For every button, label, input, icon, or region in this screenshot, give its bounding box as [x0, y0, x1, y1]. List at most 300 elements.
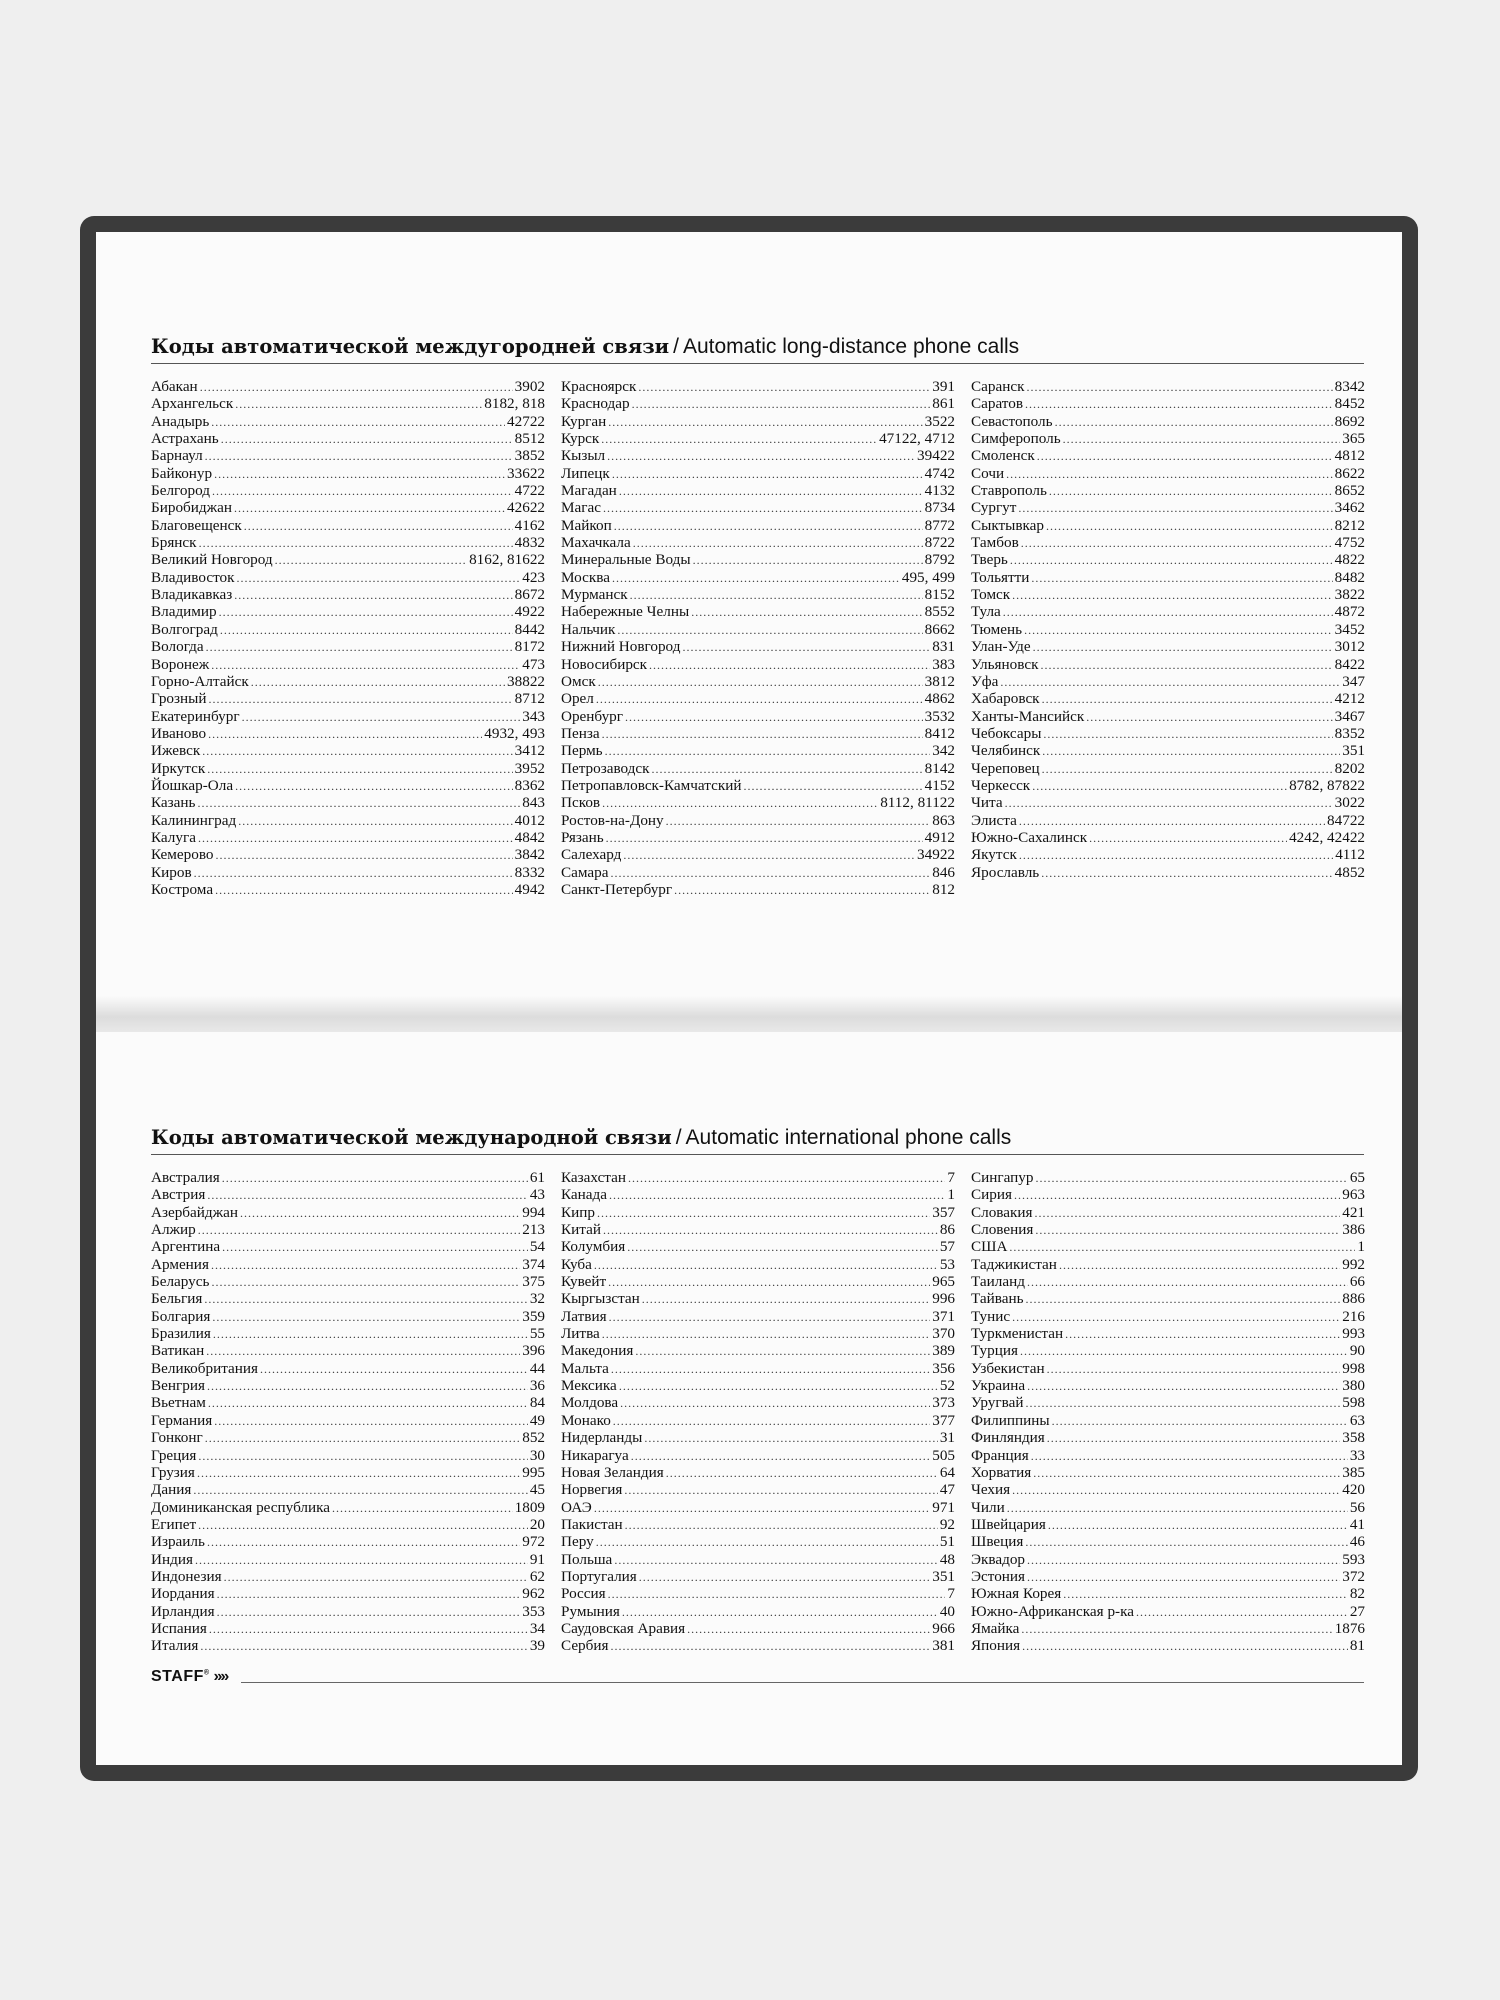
- dot-leader: [199, 535, 513, 552]
- code-row: [971, 551, 1365, 568]
- phone-code: 8112, 81122: [880, 794, 955, 812]
- dot-leader: [666, 813, 931, 830]
- code-row: [151, 1447, 545, 1464]
- phone-code: 57: [939, 1238, 955, 1256]
- phone-code: 3467: [1334, 707, 1365, 725]
- dot-leader: [1042, 691, 1333, 708]
- place-name: Франция: [971, 1446, 1029, 1464]
- phone-code: 4722: [514, 482, 545, 500]
- long-distance-title: [151, 333, 1364, 364]
- code-column: [971, 1169, 1365, 1655]
- code-row: [971, 499, 1365, 516]
- place-name: Великий Новгород: [151, 551, 273, 569]
- place-name: Южная Корея: [971, 1585, 1062, 1603]
- dot-leader: [1035, 1170, 1347, 1187]
- place-name: Иордания: [151, 1585, 215, 1603]
- dot-leader: [211, 414, 505, 431]
- phone-code: 371: [932, 1307, 955, 1325]
- dot-leader: [596, 1534, 938, 1551]
- phone-code: 41: [1349, 1515, 1365, 1533]
- dot-leader: [206, 1343, 520, 1360]
- code-row: [971, 1204, 1365, 1221]
- code-row: [971, 1412, 1365, 1429]
- phone-code: 3852: [514, 447, 545, 465]
- phone-code: 4012: [514, 811, 545, 829]
- dot-leader: [211, 657, 520, 674]
- code-row: [151, 846, 545, 863]
- code-row: [561, 1499, 955, 1516]
- dot-leader: [1024, 622, 1333, 639]
- code-row: [971, 1342, 1365, 1359]
- code-row: [561, 656, 955, 673]
- phone-code: 4212: [1334, 690, 1365, 708]
- phone-code: 4922: [514, 603, 545, 621]
- code-row: [971, 413, 1365, 430]
- phone-code: 81: [1349, 1637, 1365, 1655]
- place-name: Самара: [561, 863, 609, 881]
- place-name: Ямайка: [971, 1619, 1020, 1637]
- code-row: [971, 569, 1365, 586]
- code-row: [151, 1481, 545, 1498]
- dot-leader: [197, 795, 520, 812]
- dot-leader: [1027, 1274, 1348, 1291]
- dot-leader: [1027, 1552, 1340, 1569]
- code-row: [561, 1551, 955, 1568]
- dot-leader: [625, 709, 923, 726]
- code-row: [971, 760, 1365, 777]
- dot-leader: [603, 500, 923, 517]
- phone-code: 33622: [507, 464, 545, 482]
- phone-code: 42622: [507, 499, 545, 517]
- brand-name: STAFF: [151, 1668, 204, 1685]
- phone-code: 30: [529, 1446, 545, 1464]
- dot-leader: [1035, 1222, 1340, 1239]
- dot-leader: [1012, 587, 1332, 604]
- dot-leader: [1059, 1257, 1340, 1274]
- phone-code: 8662: [924, 620, 955, 638]
- code-row: [971, 1221, 1365, 1238]
- phone-code: 353: [522, 1602, 545, 1620]
- phone-code: 3822: [1334, 586, 1365, 604]
- place-name: Курган: [561, 412, 607, 430]
- code-row: [151, 499, 545, 516]
- place-name: Мексика: [561, 1377, 617, 1395]
- phone-code: 4862: [924, 690, 955, 708]
- code-row: [561, 812, 955, 829]
- place-name: Чили: [971, 1498, 1005, 1516]
- code-row: [971, 482, 1365, 499]
- phone-code: 396: [522, 1342, 545, 1360]
- code-row: [151, 864, 545, 881]
- long-distance-title-en: Automatic long-distance phone calls: [682, 335, 1020, 358]
- place-name: Словакия: [971, 1203, 1033, 1221]
- phone-code: 3012: [1334, 638, 1365, 656]
- phone-code: 3842: [514, 846, 545, 864]
- code-row: [151, 1620, 545, 1637]
- place-name: Биробиджан: [151, 499, 232, 517]
- place-name: Латвия: [561, 1307, 607, 1325]
- code-row: [151, 1516, 545, 1533]
- code-row: [561, 846, 955, 863]
- dot-leader: [644, 1430, 937, 1447]
- dot-leader: [1063, 431, 1341, 448]
- code-row: [151, 725, 545, 742]
- place-name: Иркутск: [151, 759, 206, 777]
- dot-leader: [1005, 795, 1333, 812]
- place-name: США: [971, 1238, 1008, 1256]
- place-name: Испания: [151, 1619, 207, 1637]
- long-distance-columns: [151, 378, 1364, 898]
- dot-leader: [260, 1361, 528, 1378]
- phone-code: 861: [932, 395, 955, 413]
- dot-leader: [652, 761, 923, 778]
- phone-code: 4842: [514, 828, 545, 846]
- phone-code: 365: [1342, 430, 1365, 448]
- dot-leader: [1019, 813, 1325, 830]
- phone-code: 972: [522, 1533, 545, 1551]
- place-name: Владивосток: [151, 568, 235, 586]
- dot-leader: [198, 1222, 520, 1239]
- phone-code: 373: [932, 1394, 955, 1412]
- phone-code: 53: [939, 1255, 955, 1273]
- place-name: Молдова: [561, 1394, 619, 1412]
- place-name: Анадырь: [151, 412, 210, 430]
- phone-code: 34: [529, 1619, 545, 1637]
- phone-code: 4752: [1334, 534, 1365, 552]
- place-name: Барнаул: [151, 447, 203, 465]
- code-row: [151, 517, 545, 534]
- dot-leader: [601, 431, 877, 448]
- dot-leader: [1065, 1326, 1340, 1343]
- place-name: Сирия: [971, 1186, 1012, 1204]
- place-name: Чита: [971, 794, 1003, 812]
- place-name: Нидерланды: [561, 1429, 643, 1447]
- code-row: [971, 621, 1365, 638]
- code-row: [151, 551, 545, 568]
- phone-code: 389: [932, 1342, 955, 1360]
- phone-code: 4822: [1334, 551, 1365, 569]
- dot-leader: [1047, 1361, 1341, 1378]
- dot-leader: [682, 639, 930, 656]
- phone-code: 92: [939, 1515, 955, 1533]
- phone-code: 39422: [917, 447, 955, 465]
- dot-leader: [193, 1482, 527, 1499]
- place-name: Колумбия: [561, 1238, 626, 1256]
- phone-code: 4942: [514, 880, 545, 898]
- code-row: [971, 1533, 1365, 1550]
- international-columns: [151, 1169, 1364, 1655]
- place-name: Гонконг: [151, 1429, 203, 1447]
- phone-code: 8152: [924, 586, 955, 604]
- place-name: Калуга: [151, 828, 196, 846]
- place-name: Воронеж: [151, 655, 210, 673]
- place-name: Хабаровск: [971, 690, 1040, 708]
- code-row: [971, 1169, 1365, 1186]
- phone-code: 8712: [514, 690, 545, 708]
- place-name: Израиль: [151, 1533, 205, 1551]
- phone-code: 27: [1349, 1602, 1365, 1620]
- place-name: Кипр: [561, 1203, 595, 1221]
- phone-code: 421: [1342, 1203, 1365, 1221]
- dot-leader: [1025, 1395, 1340, 1412]
- phone-code: 213: [522, 1221, 545, 1239]
- code-row: [561, 395, 955, 412]
- code-row: [971, 1429, 1365, 1446]
- dot-leader: [1042, 761, 1333, 778]
- code-row: [151, 777, 545, 794]
- place-name: Екатеринбург: [151, 707, 240, 725]
- phone-code: 38822: [507, 672, 545, 690]
- dot-leader: [1012, 1482, 1340, 1499]
- international-section: [151, 1124, 1364, 1655]
- phone-code: 84: [529, 1394, 545, 1412]
- phone-code: 593: [1342, 1550, 1365, 1568]
- place-name: Болгария: [151, 1307, 211, 1325]
- place-name: Вологда: [151, 638, 204, 656]
- code-column: [561, 1169, 955, 1655]
- phone-code: 8734: [924, 499, 955, 517]
- code-column: [971, 378, 1365, 898]
- dot-leader: [608, 1586, 946, 1603]
- place-name: Сочи: [971, 464, 1005, 482]
- place-name: Грозный: [151, 690, 207, 708]
- code-row: [151, 621, 545, 638]
- place-name: Йошкар-Ола: [151, 776, 234, 794]
- code-row: [561, 1568, 955, 1585]
- place-name: Германия: [151, 1411, 213, 1429]
- place-name: Тюмень: [971, 620, 1023, 638]
- long-distance-section: [151, 333, 1364, 898]
- place-name: Калининград: [151, 811, 237, 829]
- code-row: [971, 1603, 1365, 1620]
- phone-code: 51: [939, 1533, 955, 1551]
- code-row: [561, 1412, 955, 1429]
- phone-code: 375: [522, 1273, 545, 1291]
- place-name: Перу: [561, 1533, 594, 1551]
- phone-code: 48: [939, 1550, 955, 1568]
- phone-code: 8772: [924, 516, 955, 534]
- code-row: [561, 1603, 955, 1620]
- phone-code: 962: [522, 1585, 545, 1603]
- code-row: [561, 1620, 955, 1637]
- dot-leader: [1031, 1448, 1348, 1465]
- phone-code: 3462: [1334, 499, 1365, 517]
- code-row: [151, 1360, 545, 1377]
- code-row: [561, 1377, 955, 1394]
- code-row: [151, 1204, 545, 1221]
- place-name: Махачкала: [561, 534, 631, 552]
- place-name: Челябинск: [971, 742, 1041, 760]
- dot-leader: [198, 1517, 528, 1534]
- dot-leader: [275, 552, 467, 569]
- dot-leader: [596, 691, 923, 708]
- dot-leader: [613, 1413, 930, 1430]
- dot-leader: [221, 431, 513, 448]
- place-name: Никарагуа: [561, 1446, 629, 1464]
- phone-code: 4812: [1334, 447, 1365, 465]
- place-name: Канада: [561, 1186, 608, 1204]
- code-row: [971, 742, 1365, 759]
- code-row: [151, 829, 545, 846]
- phone-code: 84722: [1327, 811, 1365, 829]
- code-row: [971, 603, 1365, 620]
- code-row: [561, 1481, 955, 1498]
- code-row: [561, 447, 955, 464]
- code-row: [151, 1568, 545, 1585]
- dot-leader: [1049, 483, 1333, 500]
- place-name: Тула: [971, 603, 1001, 621]
- code-row: [971, 1360, 1365, 1377]
- phone-code: 420: [1342, 1481, 1365, 1499]
- dot-leader: [612, 466, 923, 483]
- code-row: [971, 777, 1365, 794]
- phone-code: 8442: [514, 620, 545, 638]
- place-name: Петропавловск-Камчатский: [561, 776, 742, 794]
- place-name: Симферополь: [971, 430, 1061, 448]
- dot-leader: [198, 830, 513, 847]
- dot-leader: [1031, 570, 1332, 587]
- code-row: [151, 1169, 545, 1186]
- dot-leader: [622, 1604, 938, 1621]
- phone-code: 64: [939, 1463, 955, 1481]
- phone-code: 4852: [1334, 863, 1365, 881]
- dot-leader: [205, 1430, 520, 1447]
- brand-registered-mark: ®: [203, 1669, 210, 1677]
- place-name: Вьетнам: [151, 1394, 206, 1412]
- code-row: [151, 1221, 545, 1238]
- dot-leader: [1046, 518, 1333, 535]
- code-row: [561, 1204, 955, 1221]
- code-row: [971, 430, 1365, 447]
- place-name: Венгрия: [151, 1377, 205, 1395]
- place-name: Китай: [561, 1221, 601, 1239]
- phone-code: 8552: [924, 603, 955, 621]
- dot-leader: [623, 847, 915, 864]
- dot-leader: [1026, 379, 1332, 396]
- dot-leader: [222, 1239, 528, 1256]
- place-name: Пенза: [561, 724, 600, 742]
- dot-leader: [1033, 639, 1333, 656]
- code-row: [151, 465, 545, 482]
- place-name: Кемерово: [151, 846, 214, 864]
- code-row: [971, 1637, 1365, 1654]
- phone-code: 8512: [514, 430, 545, 448]
- place-name: Куба: [561, 1255, 592, 1273]
- phone-code: 3532: [924, 707, 955, 725]
- place-name: Румыния: [561, 1602, 620, 1620]
- code-row: [971, 1585, 1365, 1602]
- dot-leader: [242, 709, 521, 726]
- code-row: [561, 1360, 955, 1377]
- phone-code: 52: [939, 1377, 955, 1395]
- code-row: [151, 1585, 545, 1602]
- code-row: [561, 1169, 955, 1186]
- place-name: Улан-Уде: [971, 638, 1031, 656]
- brand-logo: [151, 1668, 210, 1686]
- place-name: Австралия: [151, 1169, 220, 1186]
- dot-leader: [639, 1569, 930, 1586]
- code-row: [971, 586, 1365, 603]
- code-row: [971, 846, 1365, 863]
- code-row: [971, 1568, 1365, 1585]
- place-name: Петрозаводск: [561, 759, 650, 777]
- phone-code: 7: [947, 1169, 955, 1186]
- place-name: Тайвань: [971, 1290, 1024, 1308]
- phone-code: 8792: [924, 551, 955, 569]
- place-name: Швейцария: [971, 1515, 1046, 1533]
- phone-code: 61: [529, 1169, 545, 1186]
- dot-leader: [217, 1586, 521, 1603]
- place-name: Новая Зеландия: [561, 1463, 664, 1481]
- code-row: [151, 1603, 545, 1620]
- code-row: [971, 1516, 1365, 1533]
- place-name: Бельгия: [151, 1290, 203, 1308]
- dot-leader: [211, 1257, 520, 1274]
- code-row: [151, 690, 545, 707]
- dot-leader: [1136, 1604, 1348, 1621]
- place-name: Аргентина: [151, 1238, 221, 1256]
- place-name: Томск: [971, 586, 1011, 604]
- dot-leader: [1019, 847, 1333, 864]
- place-name: Турция: [971, 1342, 1018, 1360]
- dot-leader: [1009, 1239, 1355, 1256]
- place-name: Новосибирск: [561, 655, 648, 673]
- phone-code: 8482: [1334, 568, 1365, 586]
- code-row: [971, 1499, 1365, 1516]
- code-row: [151, 1637, 545, 1654]
- phone-code: 356: [932, 1359, 955, 1377]
- dot-leader: [208, 726, 482, 743]
- dot-leader: [198, 1448, 527, 1465]
- place-name: Грузия: [151, 1463, 195, 1481]
- place-name: Кыргызстан: [561, 1290, 640, 1308]
- phone-code: 90: [1349, 1342, 1365, 1360]
- phone-code: 505: [932, 1446, 955, 1464]
- code-row: [971, 1238, 1365, 1255]
- dot-leader: [204, 1291, 528, 1308]
- phone-code: 8332: [514, 863, 545, 881]
- phone-code: 8172: [514, 638, 545, 656]
- place-name: Магадан: [561, 482, 617, 500]
- dot-leader: [211, 1274, 520, 1291]
- long-distance-title-ru: Коды автоматической междугородней связи: [151, 335, 670, 358]
- international-title-ru: Коды автоматической международной связи: [151, 1126, 672, 1149]
- place-name: Москва: [561, 568, 610, 586]
- code-row: [151, 1551, 545, 1568]
- place-name: Таиланд: [971, 1273, 1025, 1291]
- phone-code: 44: [529, 1359, 545, 1377]
- dot-leader: [1063, 1586, 1348, 1603]
- place-name: Набережные Челны: [561, 603, 690, 621]
- code-row: [971, 864, 1365, 881]
- place-name: Орел: [561, 690, 594, 708]
- code-row: [151, 1533, 545, 1550]
- code-row: [151, 534, 545, 551]
- code-row: [151, 569, 545, 586]
- dot-leader: [1020, 1343, 1348, 1360]
- phone-code: 7: [947, 1585, 955, 1603]
- phone-code: 1809: [514, 1498, 545, 1516]
- dot-leader: [605, 743, 931, 760]
- dot-leader: [666, 1465, 938, 1482]
- place-name: Смоленск: [971, 447, 1035, 465]
- code-row: [151, 760, 545, 777]
- dot-leader: [607, 448, 915, 465]
- place-name: Череповец: [971, 759, 1040, 777]
- code-row: [561, 1447, 955, 1464]
- code-row: [561, 829, 955, 846]
- place-name: Волгоград: [151, 620, 218, 638]
